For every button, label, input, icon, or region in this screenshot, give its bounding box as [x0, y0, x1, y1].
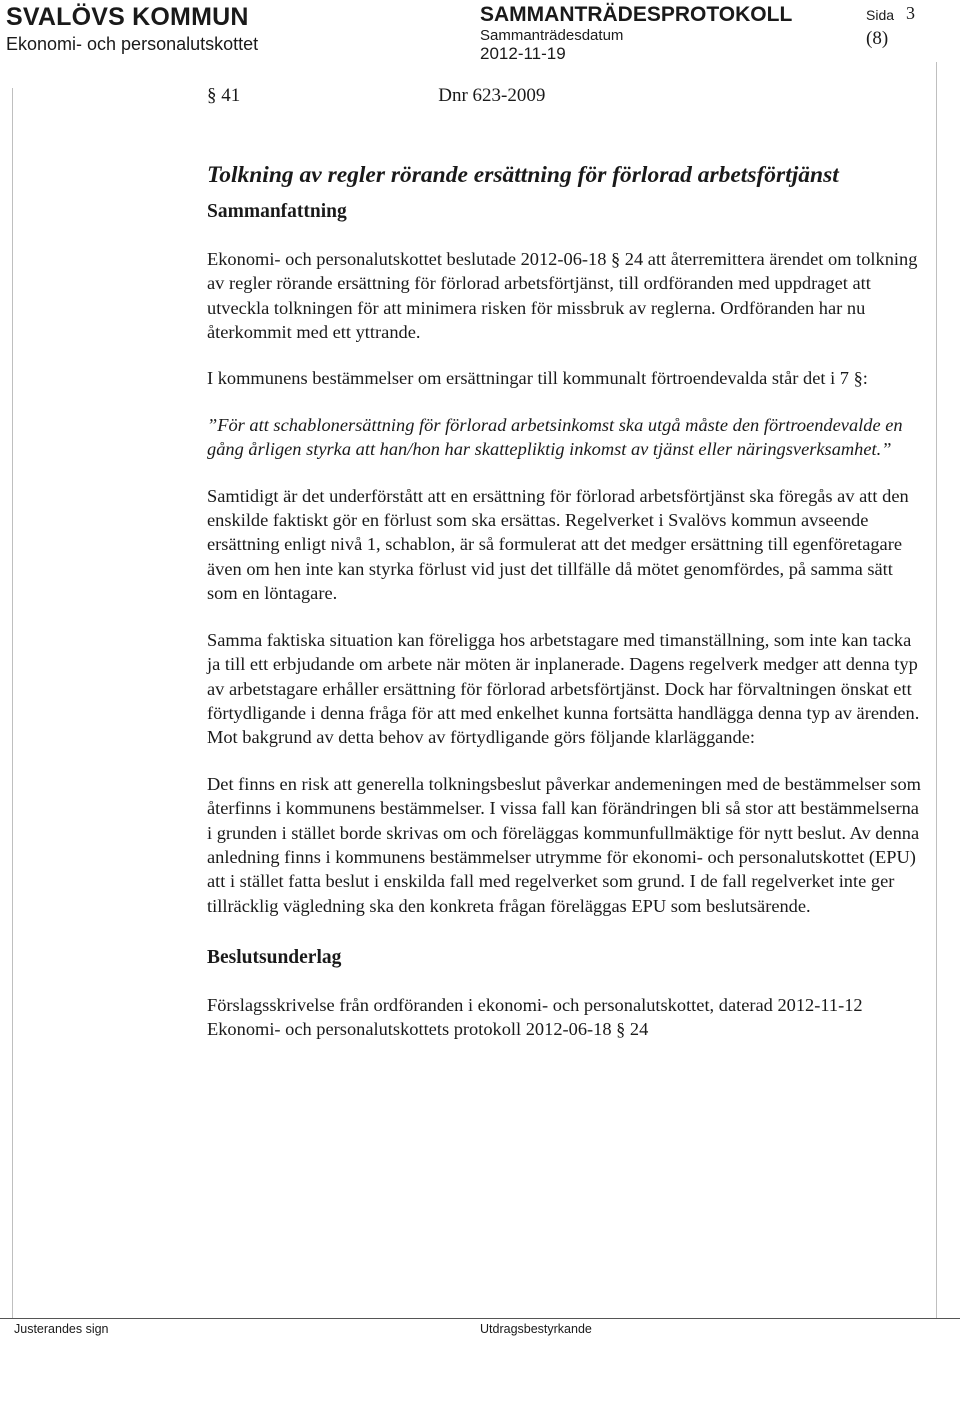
protocol-title: SAMMANTRÄDESPROTOKOLL — [480, 3, 793, 26]
body-paragraph: Samtidigt är det underförstått att en ersättning för förlorad arbetsförtjänst ska föregås av att den enskilde faktiskt gör en förlust som ska ersättas. Regelverket i Svalövs kommun avseende ersättning enligt nivå 1, schablon, är så formulerat att det medger ersättning till egenföretagare även om hen inte kan styrka förlust vid just det tillfälle då mötet genomfördes, på samma sätt som en löntagare. — [207, 485, 909, 604]
basis-item: Förslagsskrivelse från ordföranden i ekonomi- och personalutskottet, daterad 2012-11-12 — [207, 994, 863, 1015]
left-margin-rule — [12, 88, 13, 1318]
meeting-date: 2012-11-19 — [480, 44, 566, 63]
footer-rule — [0, 1318, 960, 1319]
paragraph-number: § 41 — [207, 85, 241, 106]
summary-heading: Sammanfattning — [207, 201, 347, 223]
summary-paragraph: Ekonomi- och personalutskottet beslutade 2012-06-18 § 24 att återremittera ärendet om tolkning av regler rörande ersättning för förlorad arbetsförtjänst, till ordföranden med uppdraget att utveckla tolkningen för att minimera risken för missbruk av reglerna. Ordföranden har nu återkommit med ett yttrande. — [207, 248, 918, 343]
body-paragraph: Det finns en risk att generella tolkningsbeslut påverkar andemeningen med de bestämmelser som återfinns i kommunens bestämmelser. I vissa fall kan förändringen bli så stor att bestämmelserna i grunden i stället borde skrivas om och föreläggas kommunfullmäktige för nytt beslut. Av denna anledning finns i kommunens bestämmelser utrymme för ekonomi- och personalutskottet (EPU) att i stället fatta beslut i enskilda fall med regelverket som grund. I de fall regelverket inte ger tillräcklig vägledning ska den konkreta frågan föreläggas EPU som beslutsärende. — [207, 773, 921, 916]
diary-number: Dnr 623-2009 — [438, 85, 546, 106]
page-total: (8) — [866, 28, 889, 49]
page-label: Sida — [866, 7, 895, 23]
right-margin-rule — [936, 62, 937, 1318]
adjuster-sign-label: Justerandes sign — [14, 1322, 109, 1336]
municipality-name: SVALÖVS KOMMUN — [6, 3, 249, 31]
rules-intro-paragraph: I kommunens bestämmelser om ersättningar till kommunalt förtroendevalda står det i 7 §: — [207, 368, 868, 389]
basis-item: Ekonomi- och personalutskottets protokoll 2012-06-18 § 24 — [207, 1018, 649, 1039]
meeting-date-label: Sammanträdesdatum — [480, 27, 624, 44]
body-paragraph: Samma faktiska situation kan föreligga hos arbetstagare med timanställning, som inte kan tacka ja till ett erbjudande om arbete när möten är inplanerade. Dagens regelverk medger att denna typ av arbetstagare erhåller ersättning för förlorad arbetsförtjänst. Dock har förvaltningen önskat ett förtydligande i denna fråga för att med enkelhet kunna fortsätta handlägga denna typ av ärenden. Mot bakgrund av detta behov av förtydligande görs följande klarläggande: — [207, 629, 920, 748]
quoted-rule: ”För att schablonersättning för förlorad arbetsinkomst ska utgå måste den förtroendevalde en gång årligen styrka att han/hon har skattepliktig inkomst av tjänst eller näringsverksamhet.” — [207, 414, 903, 460]
section-heading — [207, 84, 927, 108]
committee-name: Ekonomi- och personalutskottet — [6, 34, 259, 54]
page-number: 3 — [906, 3, 915, 23]
case-title: Tolkning av regler rörande ersättning för förlorad arbetsförtjänst — [207, 162, 839, 189]
extract-certification-label: Utdragsbestyrkande — [480, 1322, 592, 1336]
protocol-body — [207, 84, 927, 1041]
basis-heading: Beslutsunderlag — [207, 947, 342, 969]
